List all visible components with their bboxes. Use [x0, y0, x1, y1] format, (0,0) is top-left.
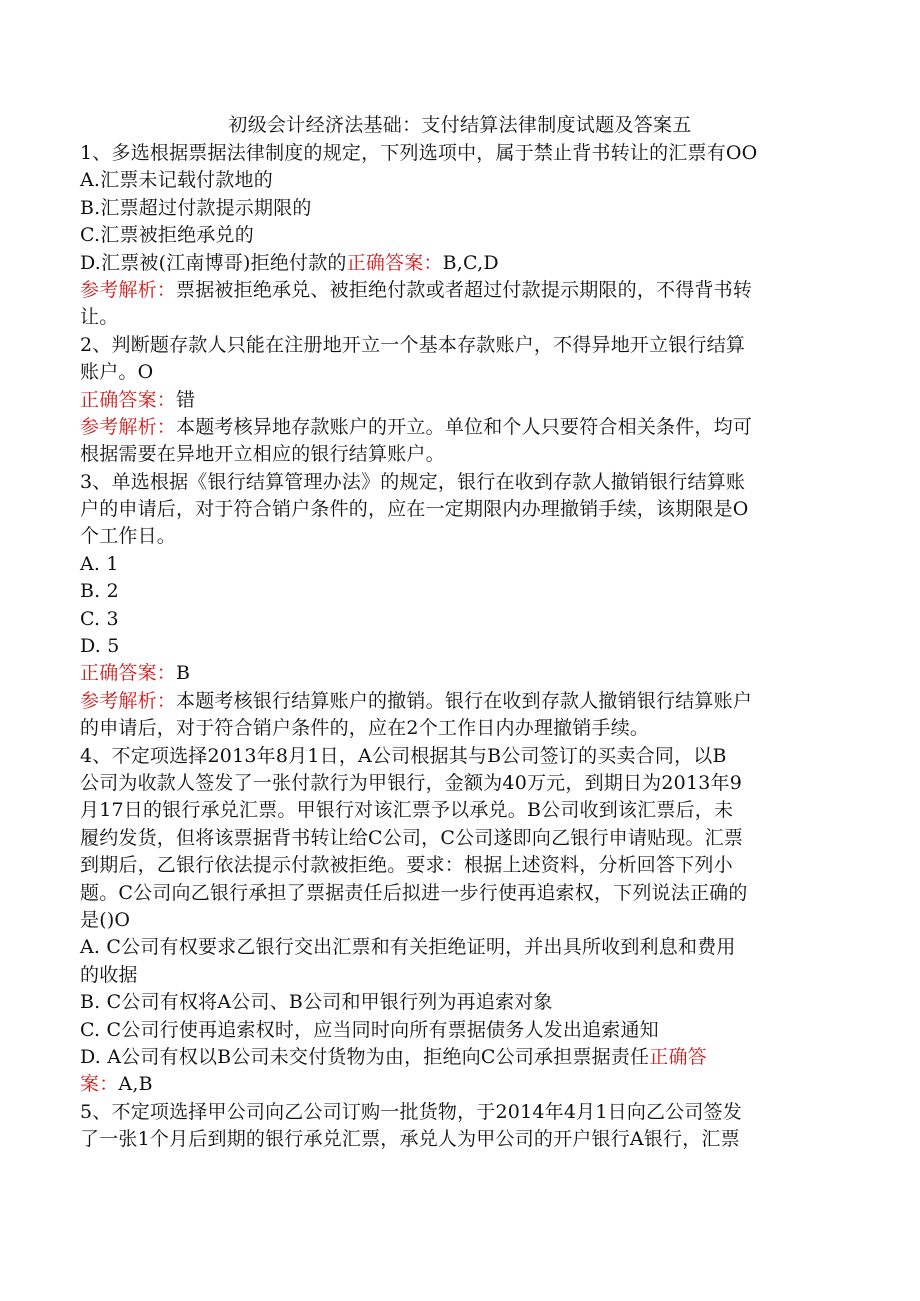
line-text: B	[176, 662, 191, 685]
line-text: 根据需要在异地开立相应的银行结算账户。	[80, 443, 445, 466]
line-text: 月17日的银行承兑汇票。甲银行对该汇票予以承兑。B公司收到该汇票后，未	[80, 799, 734, 822]
text-line	[80, 496, 840, 523]
text-line	[80, 770, 840, 797]
text-line	[80, 852, 840, 879]
line-text: 5、不定项选择甲公司向乙公司订购一批货物，于2014年4月1日向乙公司签发	[80, 1100, 743, 1123]
answer-label: 正确答案：	[80, 388, 177, 411]
text-line	[80, 387, 840, 414]
answer-label: 参考解析：	[80, 415, 177, 438]
text-line	[80, 277, 840, 304]
line-text: A. 1	[80, 552, 119, 575]
line-text: A. C公司有权要求乙银行交出汇票和有关拒绝证明，并出具所收到利息和费用	[80, 936, 736, 959]
text-line	[80, 880, 840, 907]
text-line	[80, 469, 840, 496]
text-line	[80, 688, 840, 715]
line-text: 4、不定项选择2013年8月1日，A公司根据其与B公司签订的买卖合同，以B	[80, 744, 727, 767]
text-line	[80, 332, 840, 359]
line-text: A,B	[118, 1073, 153, 1096]
answer-label: 正确答案：	[346, 251, 443, 274]
line-text: C. 3	[80, 607, 119, 630]
text-line	[80, 414, 840, 441]
answer-label: 正确答	[649, 1045, 707, 1068]
text-line	[80, 962, 840, 989]
line-text: 的收据	[80, 963, 138, 986]
line-text: 让。	[80, 306, 119, 329]
text-line	[80, 743, 840, 770]
text-line	[80, 715, 840, 742]
line-text: 是()O	[80, 908, 131, 931]
text-line	[80, 1126, 840, 1153]
line-text: 1、多选根据票据法律制度的规定，下列选项中，属于禁止背书转让的汇票有OO	[80, 142, 758, 164]
text-line	[80, 304, 840, 331]
line-text: 3、单选根据《银行结算管理办法》的规定，银行在收到存款人撤销银行结算账	[80, 470, 746, 493]
document-body	[80, 140, 840, 1153]
line-text: C. C公司行使再追索权时，应当同时向所有票据债务人发出追索通知	[80, 1018, 659, 1041]
text-line	[80, 140, 840, 167]
page-title: 初级会计经济法基础：支付结算法律制度试题及答案五	[228, 114, 692, 136]
line-text: 到期后，乙银行依法提示付款被拒绝。要求：根据上述资料，分析回答下列小	[80, 854, 733, 877]
line-text: 题。C公司向乙银行承担了票据责任后拟进一步行使再追索权，下列说法正确的	[80, 881, 748, 904]
line-text: D. 5	[80, 635, 120, 658]
line-text: D. A公司有权以B公司未交付货物为由，拒绝向C公司承担票据责任	[80, 1045, 650, 1068]
line-text: 票据被拒绝承兑、被拒绝付款或者超过付款提示期限的，不得背书转	[176, 278, 753, 301]
line-text: 的申请后，对于符合销户条件的，应在2个工作日内办理撤销手续。	[80, 717, 650, 740]
answer-value: B,C,D	[442, 251, 499, 274]
answer-label: 正确答案：	[80, 662, 177, 685]
line-text: 2、判断题存款人只能在注册地开立一个基本存款账户，不得异地开立银行结算	[80, 333, 746, 356]
text-line	[80, 797, 840, 824]
text-line	[80, 523, 840, 550]
text-line	[80, 660, 840, 687]
line-text: B. 2	[80, 580, 119, 603]
text-line	[80, 441, 840, 468]
text-line	[80, 359, 840, 386]
answer-label: 参考解析：	[80, 278, 177, 301]
line-text: B. C公司有权将A公司、B公司和甲银行列为再追索对象	[80, 991, 553, 1014]
text-line	[80, 606, 840, 633]
text-line	[80, 551, 840, 578]
text-line	[80, 989, 840, 1016]
answer-label: 案：	[80, 1073, 119, 1096]
text-line	[80, 578, 840, 605]
line-text: 账户。O	[80, 361, 154, 384]
line-text: 本题考核银行结算账户的撤销。银行在收到存款人撤销银行结算账户	[176, 689, 753, 712]
text-line	[80, 907, 840, 934]
line-text: 履约发货，但将该票据背书转让给C公司，C公司遂即向乙银行申请贴现。汇票	[80, 826, 744, 849]
line-text: 错	[176, 388, 196, 411]
text-line	[80, 1099, 840, 1126]
text-line	[80, 825, 840, 852]
text-line	[80, 222, 840, 249]
text-line	[80, 1044, 840, 1071]
line-text: A.汇票未记载付款地的	[80, 169, 273, 192]
line-text: 公司为收款人签发了一张付款行为甲银行，金额为40万元，到期日为2013年9	[80, 771, 743, 794]
text-line	[80, 934, 840, 961]
answer-label: 参考解析：	[80, 689, 177, 712]
line-text: C.汇票被拒绝承兑的	[80, 224, 254, 247]
text-line	[80, 633, 840, 660]
line-text: D.汇票被(江南博哥)拒绝付款的	[80, 251, 347, 274]
text-line	[80, 1017, 840, 1044]
line-text: B.汇票超过付款提示期限的	[80, 196, 312, 219]
line-text: 个工作日。	[80, 525, 177, 548]
text-line	[80, 1071, 840, 1098]
text-line	[80, 195, 840, 222]
line-text: 了一张1个月后到期的银行承兑汇票，承兑人为甲公司的开户银行A银行，汇票	[80, 1128, 740, 1151]
line-text: 本题考核异地存款账户的开立。单位和个人只要符合相关条件，均可	[176, 415, 753, 438]
text-line	[80, 167, 840, 194]
text-line	[80, 250, 840, 277]
line-text: 户的申请后，对于符合销户条件的，应在一定期限内办理撤销手续，该期限是O	[80, 498, 749, 521]
